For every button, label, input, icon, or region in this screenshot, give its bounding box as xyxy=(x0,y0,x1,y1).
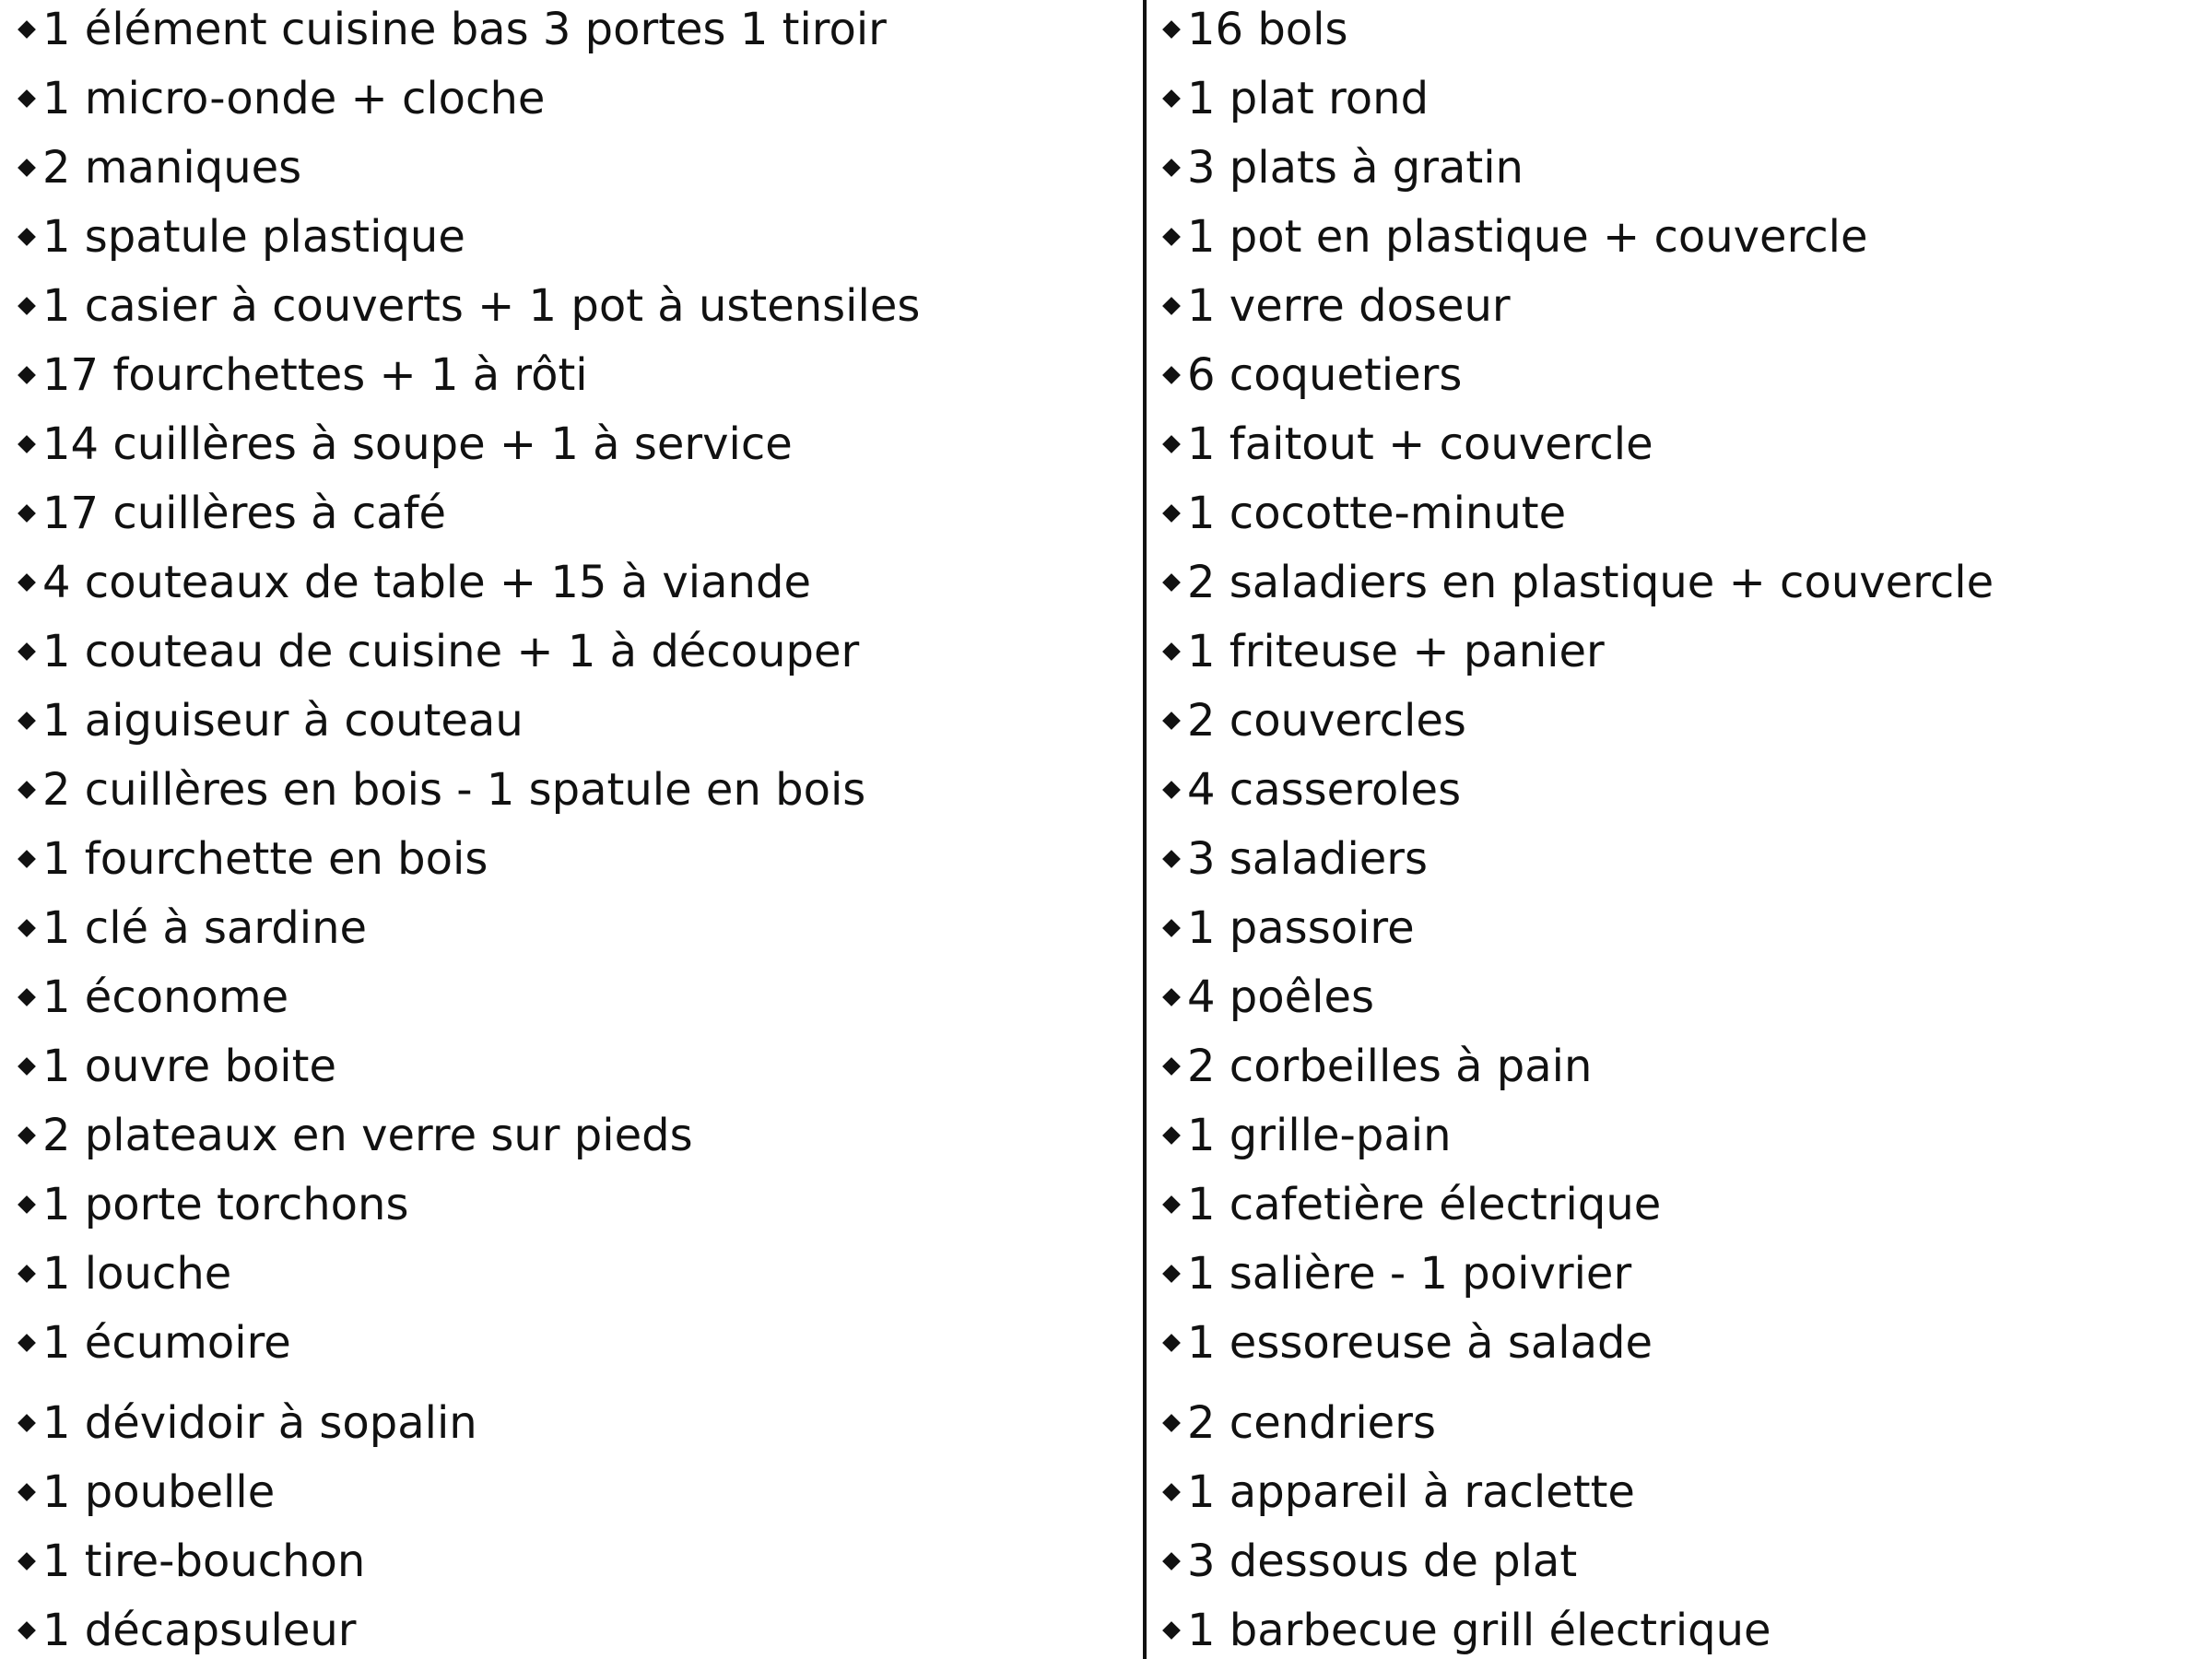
item-text: 1 grille-pain xyxy=(1187,1110,1452,1161)
list-item xyxy=(1165,347,1462,403)
diamond-bullet-icon xyxy=(1162,297,1181,315)
list-item xyxy=(1165,900,1415,956)
list-item xyxy=(1165,209,1868,265)
left-column xyxy=(20,0,1135,1659)
diamond-bullet-icon xyxy=(1162,1195,1181,1214)
list-item xyxy=(20,1246,231,1301)
item-text: 1 salière - 1 poivrier xyxy=(1187,1248,1632,1300)
list-item xyxy=(20,1395,477,1451)
list-item xyxy=(20,900,367,956)
item-text: 1 plat rond xyxy=(1187,73,1430,124)
item-text: 2 plateaux en verre sur pieds xyxy=(42,1110,693,1161)
list-item xyxy=(20,486,446,541)
diamond-bullet-icon xyxy=(1162,1334,1181,1352)
list-item xyxy=(1165,1603,1771,1658)
item-text: 1 appareil à raclette xyxy=(1187,1466,1635,1518)
item-text: 1 faitout + couvercle xyxy=(1187,418,1653,470)
list-item xyxy=(1165,486,1566,541)
diamond-bullet-icon xyxy=(18,1334,36,1352)
item-text: 16 bols xyxy=(1187,4,1348,55)
diamond-bullet-icon xyxy=(18,1483,36,1501)
diamond-bullet-icon xyxy=(1162,159,1181,177)
diamond-bullet-icon xyxy=(18,89,36,108)
item-text: 1 élément cuisine bas 3 portes 1 tiroir xyxy=(42,4,887,55)
diamond-bullet-icon xyxy=(18,228,36,246)
item-text: 3 dessous de plat xyxy=(1187,1535,1578,1587)
diamond-bullet-icon xyxy=(1162,1552,1181,1571)
diamond-bullet-icon xyxy=(1162,781,1181,799)
item-text: 1 essoreuse à salade xyxy=(1187,1317,1653,1369)
item-text: 2 corbeilles à pain xyxy=(1187,1041,1593,1092)
right-column xyxy=(1165,0,2197,1659)
diamond-bullet-icon xyxy=(18,850,36,868)
list-item xyxy=(1165,1465,1635,1520)
diamond-bullet-icon xyxy=(18,1195,36,1214)
diamond-bullet-icon xyxy=(18,642,36,661)
item-text: 1 tire-bouchon xyxy=(42,1535,366,1587)
diamond-bullet-icon xyxy=(1162,573,1181,592)
item-text: 1 décapsuleur xyxy=(42,1605,357,1656)
diamond-bullet-icon xyxy=(1162,919,1181,937)
item-text: 1 porte torchons xyxy=(42,1179,409,1230)
item-text: 2 couvercles xyxy=(1187,695,1466,747)
list-item xyxy=(1165,1039,1592,1094)
list-item xyxy=(1165,693,1466,748)
list-item xyxy=(20,347,588,403)
list-item xyxy=(20,2,887,57)
list-item xyxy=(20,762,865,818)
list-item xyxy=(20,1534,365,1589)
list-item xyxy=(1165,417,1653,472)
diamond-bullet-icon xyxy=(18,504,36,523)
diamond-bullet-icon xyxy=(18,988,36,1006)
diamond-bullet-icon xyxy=(1162,988,1181,1006)
diamond-bullet-icon xyxy=(18,366,36,384)
diamond-bullet-icon xyxy=(18,712,36,730)
item-text: 1 écumoire xyxy=(42,1317,291,1369)
diamond-bullet-icon xyxy=(1162,1621,1181,1640)
diamond-bullet-icon xyxy=(1162,642,1181,661)
item-text: 4 casseroles xyxy=(1187,764,1462,816)
list-item xyxy=(20,693,524,748)
diamond-bullet-icon xyxy=(18,1414,36,1432)
list-item xyxy=(1165,1246,1631,1301)
diamond-bullet-icon xyxy=(1162,20,1181,39)
item-text: 1 friteuse + panier xyxy=(1187,626,1605,677)
list-item xyxy=(20,831,488,887)
list-item xyxy=(20,71,545,126)
diamond-bullet-icon xyxy=(18,1552,36,1571)
item-text: 17 cuillères à café xyxy=(42,488,447,539)
diamond-bullet-icon xyxy=(18,1621,36,1640)
item-text: 1 casier à couverts + 1 pot à ustensiles xyxy=(42,280,921,332)
diamond-bullet-icon xyxy=(1162,435,1181,453)
list-item xyxy=(20,140,301,195)
diamond-bullet-icon xyxy=(18,297,36,315)
item-text: 1 micro-onde + cloche xyxy=(42,73,546,124)
item-text: 1 verre doseur xyxy=(1187,280,1511,332)
item-text: 14 cuillères à soupe + 1 à service xyxy=(42,418,793,470)
item-text: 1 louche xyxy=(42,1248,232,1300)
list-item xyxy=(1165,1395,1436,1451)
diamond-bullet-icon xyxy=(18,919,36,937)
list-item xyxy=(1165,1534,1577,1589)
item-text: 3 plats à gratin xyxy=(1187,142,1524,194)
item-text: 4 couteaux de table + 15 à viande xyxy=(42,557,811,608)
diamond-bullet-icon xyxy=(1162,1265,1181,1283)
list-item xyxy=(1165,1177,1661,1232)
diamond-bullet-icon xyxy=(1162,1057,1181,1076)
diamond-bullet-icon xyxy=(18,1057,36,1076)
list-item xyxy=(1165,140,1524,195)
diamond-bullet-icon xyxy=(18,1126,36,1145)
diamond-bullet-icon xyxy=(18,159,36,177)
item-text: 2 maniques xyxy=(42,142,302,194)
list-item xyxy=(1165,831,1428,887)
diamond-bullet-icon xyxy=(18,781,36,799)
diamond-bullet-icon xyxy=(1162,89,1181,108)
diamond-bullet-icon xyxy=(18,573,36,592)
list-item xyxy=(20,1603,357,1658)
list-item xyxy=(1165,624,1605,679)
diamond-bullet-icon xyxy=(1162,228,1181,246)
list-item xyxy=(1165,1315,1653,1371)
item-text: 1 ouvre boite xyxy=(42,1041,336,1092)
list-item xyxy=(20,624,859,679)
list-item xyxy=(20,555,811,610)
item-text: 1 poubelle xyxy=(42,1466,276,1518)
item-text: 4 poêles xyxy=(1187,971,1375,1023)
item-text: 1 couteau de cuisine + 1 à découper xyxy=(42,626,860,677)
diamond-bullet-icon xyxy=(1162,1414,1181,1432)
item-text: 1 économe xyxy=(42,971,289,1023)
item-text: 1 passoire xyxy=(1187,902,1415,954)
diamond-bullet-icon xyxy=(1162,366,1181,384)
diamond-bullet-icon xyxy=(18,1265,36,1283)
list-item xyxy=(20,209,465,265)
list-item xyxy=(1165,555,1994,610)
list-item xyxy=(20,1315,291,1371)
item-text: 1 pot en plastique + couvercle xyxy=(1187,211,1868,263)
list-item xyxy=(20,1039,336,1094)
list-item xyxy=(1165,1108,1452,1163)
diamond-bullet-icon xyxy=(1162,712,1181,730)
diamond-bullet-icon xyxy=(1162,1126,1181,1145)
list-item xyxy=(20,417,793,472)
item-text: 1 cafetière électrique xyxy=(1187,1179,1662,1230)
list-item xyxy=(20,1108,693,1163)
item-text: 1 clé à sardine xyxy=(42,902,368,954)
list-item xyxy=(20,278,920,334)
diamond-bullet-icon xyxy=(1162,504,1181,523)
diamond-bullet-icon xyxy=(1162,1483,1181,1501)
item-text: 3 saladiers xyxy=(1187,833,1429,885)
list-item xyxy=(20,970,288,1025)
item-text: 6 coquetiers xyxy=(1187,349,1463,401)
item-text: 1 barbecue grill électrique xyxy=(1187,1605,1771,1656)
list-item xyxy=(20,1465,275,1520)
item-text: 1 fourchette en bois xyxy=(42,833,488,885)
item-text: 2 cuillères en bois - 1 spatule en bois xyxy=(42,764,866,816)
item-text: 17 fourchettes + 1 à rôti xyxy=(42,349,588,401)
list-item xyxy=(1165,970,1374,1025)
diamond-bullet-icon xyxy=(18,435,36,453)
item-text: 2 saladiers en plastique + couvercle xyxy=(1187,557,1994,608)
column-divider xyxy=(1143,0,1147,1659)
list-item xyxy=(1165,278,1511,334)
list-item xyxy=(1165,762,1461,818)
item-text: 1 cocotte-minute xyxy=(1187,488,1567,539)
diamond-bullet-icon xyxy=(1162,850,1181,868)
list-item xyxy=(1165,71,1429,126)
item-text: 1 dévidoir à sopalin xyxy=(42,1397,477,1449)
item-text: 1 spatule plastique xyxy=(42,211,465,263)
list-item xyxy=(20,1177,408,1232)
diamond-bullet-icon xyxy=(18,20,36,39)
item-text: 1 aiguiseur à couteau xyxy=(42,695,524,747)
item-text: 2 cendriers xyxy=(1187,1397,1436,1449)
list-item xyxy=(1165,2,1348,57)
